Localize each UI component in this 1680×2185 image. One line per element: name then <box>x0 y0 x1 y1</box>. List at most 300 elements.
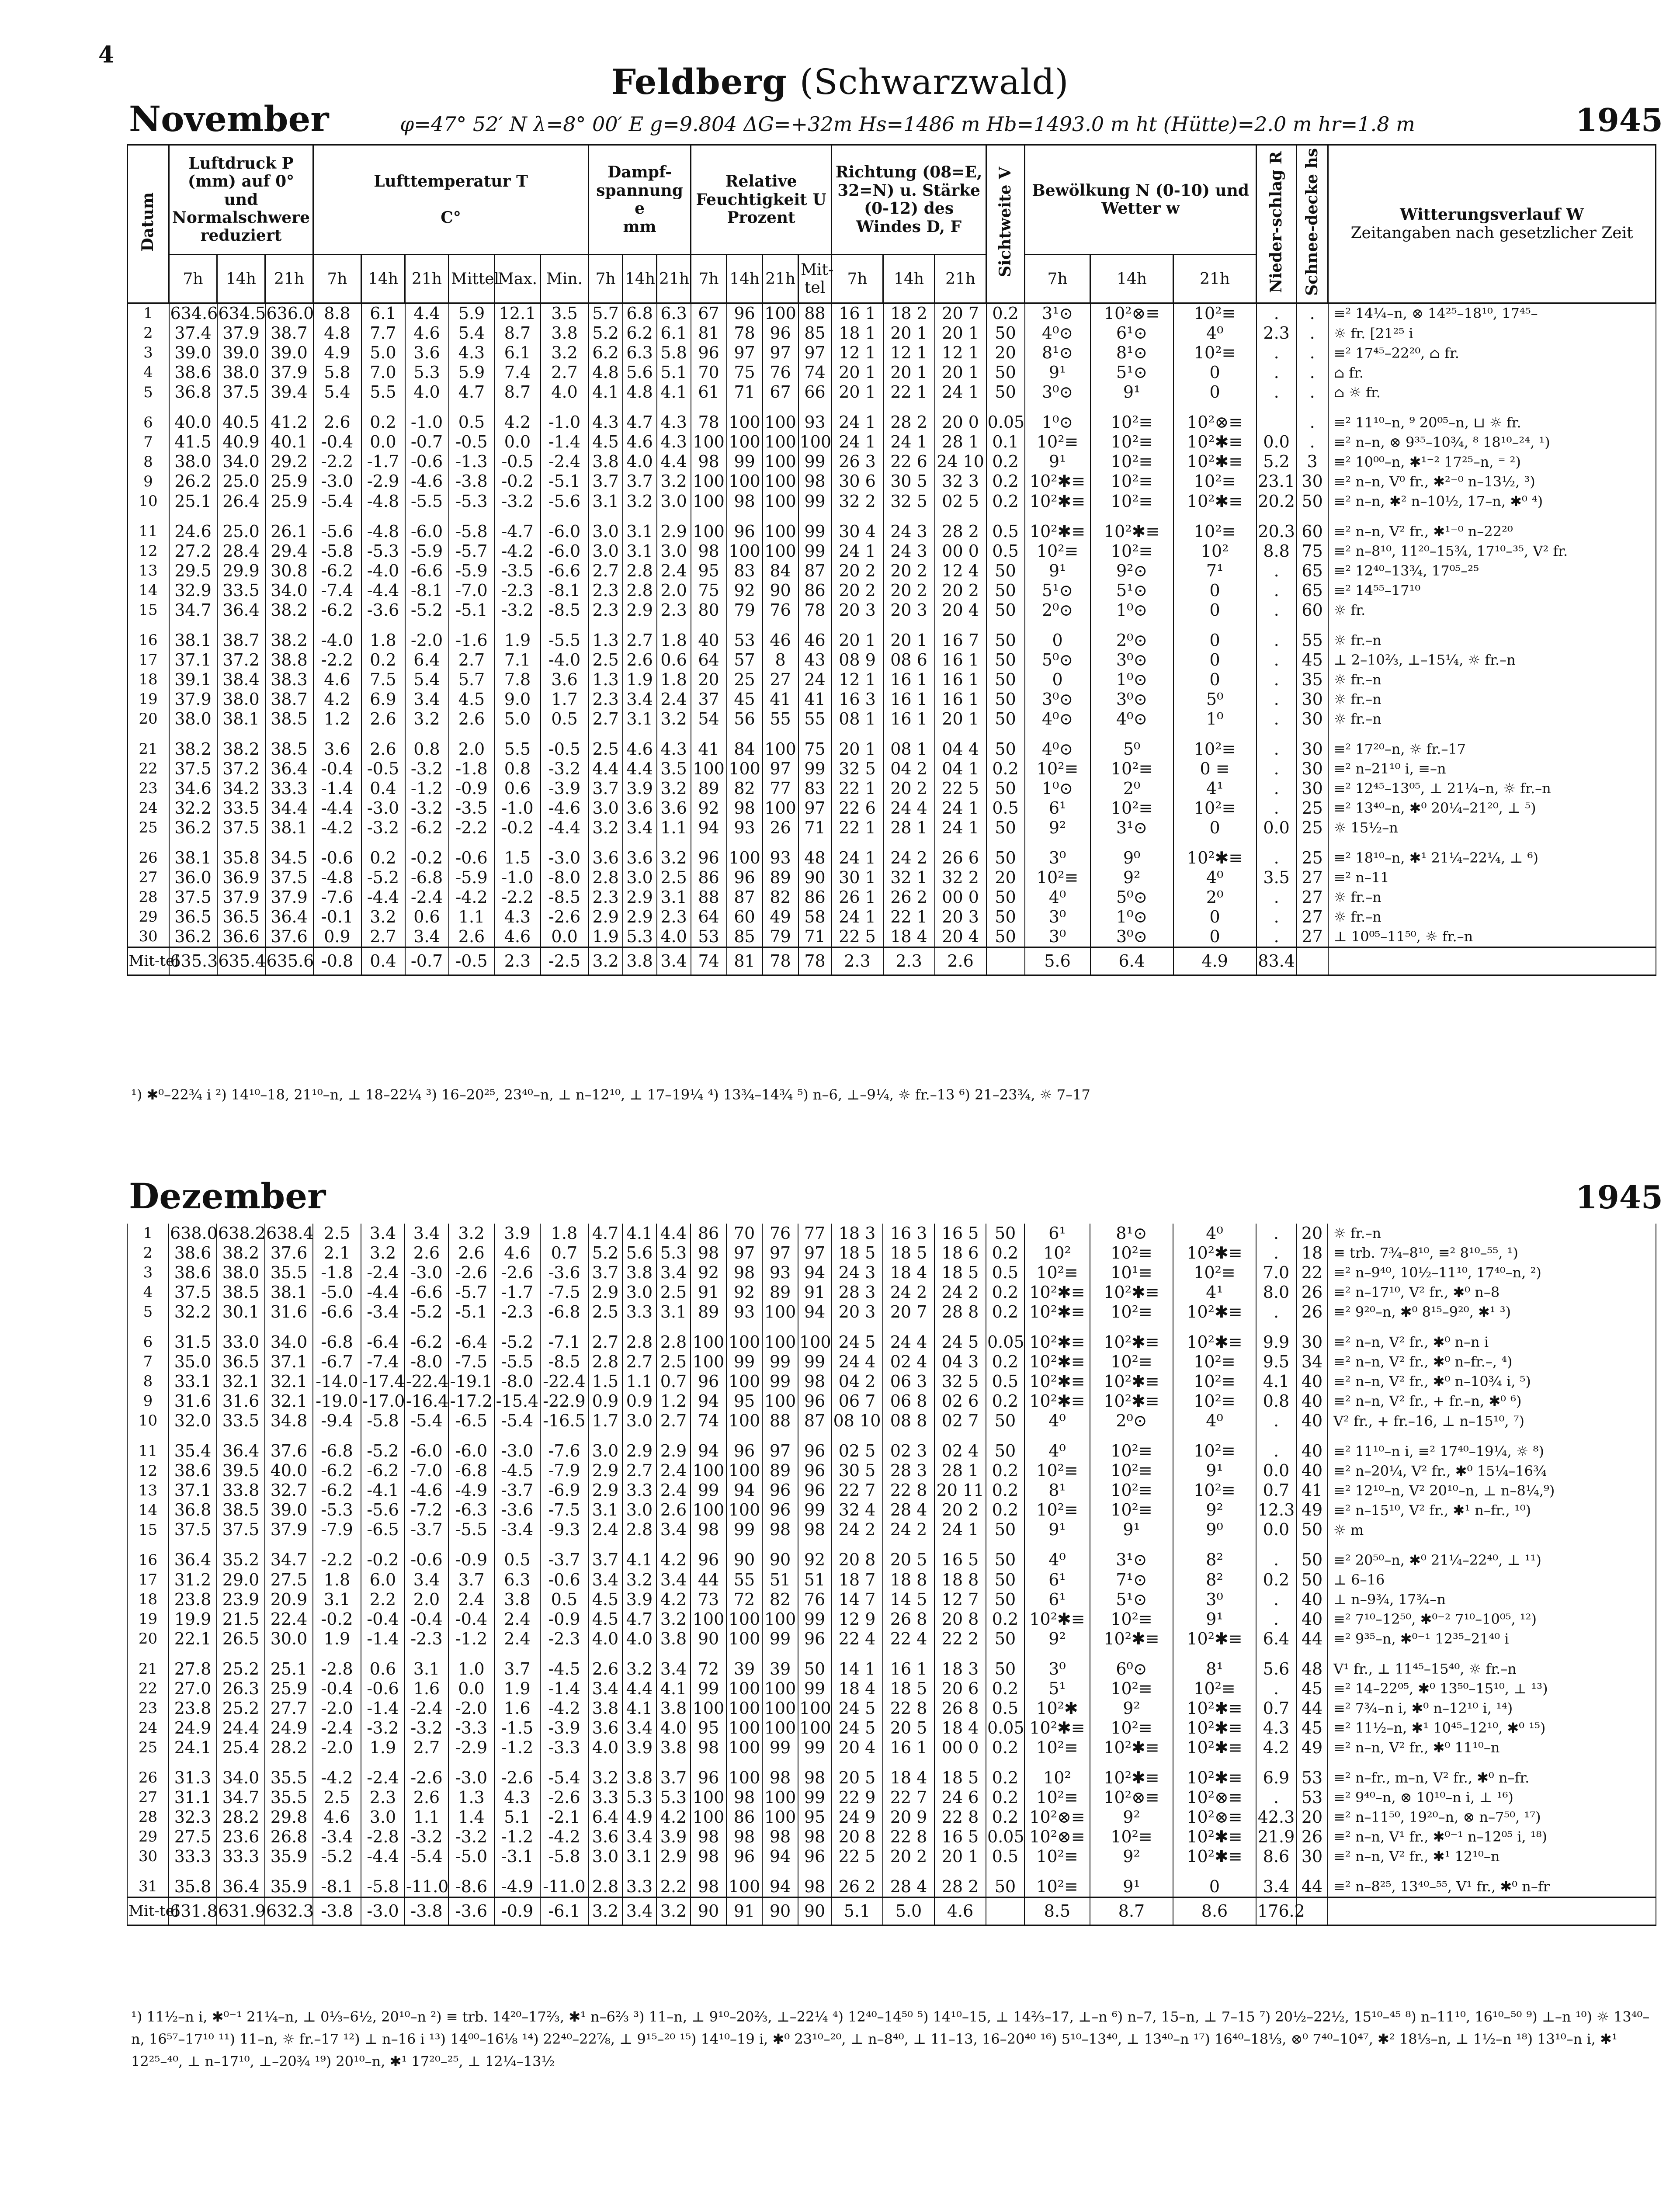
data-cell: 39.1 <box>169 670 217 690</box>
data-cell: . <box>1256 1411 1296 1431</box>
data-cell: 4.3 <box>657 402 691 432</box>
data-cell: 4.0 <box>623 452 657 472</box>
data-cell: 97 <box>763 759 798 779</box>
data-cell: 97 <box>726 1243 762 1263</box>
data-cell: 78 <box>727 323 763 343</box>
data-cell: 10²✱≡ <box>1024 1372 1090 1391</box>
data-cell: 94 <box>691 818 727 838</box>
data-cell: 5⁰ <box>1173 690 1257 709</box>
data-cell: 9¹ <box>1025 452 1090 472</box>
data-cell: 18 4 <box>883 927 935 947</box>
table-row <box>127 1391 1656 1411</box>
data-cell: 02 3 <box>883 1431 934 1461</box>
data-cell: 4.8 <box>623 382 657 402</box>
data-cell: 20 1 <box>832 382 883 402</box>
data-cell: -7.0 <box>449 581 495 600</box>
data-cell: 25 <box>1297 798 1328 818</box>
col-21h: 21h <box>657 255 691 303</box>
data-cell: . <box>1257 343 1297 363</box>
data-cell: -3.5 <box>449 798 495 818</box>
data-cell: 2.6 <box>449 927 495 947</box>
data-cell: 23.1 <box>1257 472 1297 491</box>
data-cell: 30 <box>1297 709 1328 729</box>
data-cell: 30.0 <box>265 1629 313 1649</box>
data-cell: 10²✱≡ <box>1024 1302 1090 1322</box>
mean-cell: 3.2 <box>656 1897 691 1925</box>
data-cell: 31.6 <box>217 1391 265 1411</box>
data-cell: -0.6 <box>405 1540 448 1570</box>
table-row <box>128 729 1656 759</box>
mean-cell <box>1328 1897 1656 1925</box>
data-cell: 4.2 <box>656 1807 691 1827</box>
data-cell: 37.5 <box>217 818 265 838</box>
data-cell: 1.1 <box>657 818 691 838</box>
data-cell: 31.6 <box>265 1302 313 1322</box>
data-cell: 2.9 <box>656 1431 691 1461</box>
data-cell: -2.4 <box>313 1718 361 1738</box>
weather-remarks-cell: ≡² n–8¹⁰, 11²⁰–15¾, 17¹⁰–³⁵, V² fr. <box>1328 541 1656 561</box>
data-cell: 38.3 <box>265 670 313 690</box>
mean-cell: 3.2 <box>588 1897 622 1925</box>
data-cell: 55 <box>726 1570 762 1590</box>
data-cell: 5.7 <box>449 670 495 690</box>
data-cell: 80 <box>691 600 727 620</box>
data-cell: 0.5 <box>541 709 589 729</box>
data-cell: 3.6 <box>588 1718 622 1738</box>
data-cell: 2.7 <box>622 1461 656 1481</box>
data-cell: 0.5 <box>540 1590 588 1609</box>
data-cell: . <box>1257 303 1297 324</box>
data-cell: -5.0 <box>313 1283 361 1302</box>
data-cell: 72 <box>691 1649 726 1679</box>
day-cell: 18 <box>127 1590 169 1609</box>
data-cell: 20 3 <box>883 600 935 620</box>
data-cell: 20.3 <box>1257 511 1297 541</box>
data-cell: 26 2 <box>883 888 935 907</box>
data-cell: 0.9 <box>622 1391 656 1411</box>
data-cell: 0.05 <box>986 1827 1024 1847</box>
data-cell: 32 5 <box>832 759 883 779</box>
data-cell: 2.5 <box>656 1283 691 1302</box>
data-cell: 1.8 <box>540 1224 588 1243</box>
table-row <box>127 1352 1656 1372</box>
data-cell: 2.9 <box>657 511 691 541</box>
data-cell: 60 <box>1297 600 1328 620</box>
data-cell: 04 3 <box>934 1352 986 1372</box>
data-cell: 16 1 <box>883 709 935 729</box>
data-cell: 10²✱≡ <box>1173 1322 1256 1352</box>
data-cell: 37.6 <box>265 1243 313 1263</box>
col-21h: 21h <box>265 255 313 303</box>
data-cell: 94 <box>691 1431 726 1461</box>
data-cell: 4.6 <box>494 1243 540 1263</box>
data-cell: 0.0 <box>1256 1461 1296 1481</box>
data-cell: 10²≡ <box>1090 1243 1173 1263</box>
data-cell: 70 <box>691 363 727 382</box>
data-cell: 20 2 <box>883 1847 934 1866</box>
data-cell: 100 <box>762 1679 798 1699</box>
data-cell: 0 <box>1173 670 1257 690</box>
data-cell: 40 <box>1296 1411 1328 1431</box>
table-row <box>127 1500 1656 1520</box>
data-cell: 24 5 <box>831 1699 883 1718</box>
data-cell: 4.3 <box>657 432 691 452</box>
data-cell: 1.9 <box>313 1629 361 1649</box>
data-cell: 100 <box>726 1500 762 1520</box>
data-cell: 2.8 <box>623 581 657 600</box>
data-cell: -7.2 <box>405 1500 448 1520</box>
data-cell: 10² <box>1173 541 1257 561</box>
data-cell: 9.9 <box>1256 1322 1296 1352</box>
data-cell: 3.4 <box>656 1649 691 1679</box>
data-cell: -8.0 <box>405 1352 448 1372</box>
data-cell: 2⁰⊙ <box>1025 600 1090 620</box>
weather-remarks-cell: ≡² n–n, V² fr., ✱⁰ 11¹⁰–n <box>1328 1738 1656 1758</box>
data-cell: 0.7 <box>1256 1481 1296 1500</box>
data-cell: 50 <box>798 1649 831 1679</box>
data-cell: -4.5 <box>540 1649 588 1679</box>
data-cell: -6.8 <box>313 1431 361 1461</box>
weather-remarks-cell: ≡² n–9⁴⁰, 10½–11¹⁰, 17⁴⁰–n, ²) <box>1328 1263 1656 1283</box>
table-row <box>127 1679 1656 1699</box>
data-cell: . <box>1257 927 1297 947</box>
col-7h: 7h <box>589 255 623 303</box>
weather-remarks-cell: ≡² 11¹⁰–n i, ≡² 17⁴⁰–19¼, ☼ ⁸) <box>1328 1431 1656 1461</box>
data-cell: 22 8 <box>883 1481 934 1500</box>
weather-remarks-cell: ≡² n–n, ✱² n–10½, 17–n, ✱⁰ ⁴) <box>1328 492 1656 511</box>
data-cell: 2.6 <box>588 1649 622 1679</box>
data-cell: 10²✱≡ <box>1090 1283 1173 1302</box>
data-cell: 20 4 <box>935 927 986 947</box>
weather-remarks-cell: ≡² n–n, ⊗ 9³⁵–10¾, ⁸ 18¹⁰–²⁴, ¹) <box>1328 432 1656 452</box>
weather-remarks-cell: ≡² 12¹⁰–n, V² 20¹⁰–n, ⊥ n–8¼,⁹) <box>1328 1481 1656 1500</box>
data-cell: 2.5 <box>588 1302 622 1322</box>
data-cell: 28 4 <box>883 1500 934 1520</box>
data-cell: 2.2 <box>361 1590 405 1609</box>
data-cell: 96 <box>762 1500 798 1520</box>
data-cell: 71 <box>798 927 832 947</box>
data-cell: 0.5 <box>986 1699 1024 1718</box>
day-cell: 31 <box>127 1866 169 1897</box>
table-row <box>127 1224 1656 1243</box>
data-cell: 34.7 <box>217 1788 265 1807</box>
data-cell: 31.3 <box>169 1758 217 1788</box>
data-cell: 98 <box>798 1827 831 1847</box>
data-cell: -5.0 <box>448 1847 494 1866</box>
data-cell: 3.0 <box>588 1847 622 1866</box>
data-cell: -0.2 <box>405 838 449 868</box>
data-cell: 36.2 <box>169 818 217 838</box>
data-cell: 0.6 <box>495 779 541 798</box>
data-cell: 41 <box>798 690 832 709</box>
data-cell: -7.5 <box>540 1283 588 1302</box>
data-cell: 4⁰ <box>1024 1431 1090 1461</box>
data-cell: 10²≡ <box>1090 1481 1173 1500</box>
data-cell: 64 <box>691 907 727 927</box>
data-cell: 0.2 <box>986 1807 1024 1827</box>
data-cell: 37.5 <box>265 868 313 888</box>
data-cell: . <box>1256 1788 1296 1807</box>
data-cell: 92 <box>726 1283 762 1302</box>
data-cell: 7¹⊙ <box>1090 1570 1173 1590</box>
table-row <box>127 1243 1656 1263</box>
data-cell: 40 <box>1296 1590 1328 1609</box>
data-cell: 100 <box>798 1699 831 1718</box>
data-cell: 24 3 <box>883 541 935 561</box>
data-cell: 22 1 <box>832 818 883 838</box>
data-cell: 3.4 <box>405 927 449 947</box>
data-cell: 1.3 <box>589 620 623 650</box>
data-cell: 67 <box>763 382 798 402</box>
data-cell: 4⁰⊙ <box>1025 729 1090 759</box>
data-cell: 20 4 <box>935 600 986 620</box>
data-cell: 24 5 <box>934 1322 986 1352</box>
data-cell: 27.8 <box>169 1649 217 1679</box>
data-cell: 2.6 <box>313 402 361 432</box>
data-cell: 2⁰ <box>1090 779 1173 798</box>
data-cell: 1.3 <box>448 1788 494 1807</box>
data-cell: 2.9 <box>623 907 657 927</box>
data-cell: 12 1 <box>832 343 883 363</box>
data-cell: 14 7 <box>831 1590 883 1609</box>
weather-remarks-cell: ≡² 17²⁰–n, ☼ fr.–17 <box>1328 729 1656 759</box>
data-cell: 100 <box>726 1629 762 1649</box>
data-cell: 0.6 <box>657 650 691 670</box>
data-cell: 3.5 <box>541 303 589 324</box>
data-cell: -0.2 <box>313 1609 361 1629</box>
data-cell: 55 <box>798 709 832 729</box>
data-cell: 100 <box>691 759 727 779</box>
data-cell: 10²✱≡ <box>1024 1391 1090 1411</box>
data-cell: 37.5 <box>169 759 217 779</box>
data-cell: 18 3 <box>831 1224 883 1243</box>
data-cell: 77 <box>798 1224 831 1243</box>
table-row <box>128 541 1656 561</box>
data-cell: -1.7 <box>494 1283 540 1302</box>
data-cell: 41 <box>691 729 727 759</box>
data-cell: -0.4 <box>313 759 361 779</box>
data-cell: 2.7 <box>405 1738 448 1758</box>
data-cell: -4.6 <box>405 1481 448 1500</box>
mean-cell: -2.5 <box>541 947 589 975</box>
data-cell: 3.0 <box>622 1283 656 1302</box>
data-cell: 5.5 <box>495 729 541 759</box>
data-cell: 46 <box>763 620 798 650</box>
data-cell: 26.5 <box>217 1629 265 1649</box>
data-cell: 34.7 <box>265 1540 313 1570</box>
data-cell: 2.4 <box>448 1590 494 1609</box>
data-cell: 79 <box>727 600 763 620</box>
data-cell: 20 <box>1296 1807 1328 1827</box>
data-cell: 04 1 <box>935 759 986 779</box>
table-row <box>127 1758 1656 1788</box>
data-cell: 24 5 <box>831 1322 883 1352</box>
table-row <box>128 670 1656 690</box>
data-cell: 38.7 <box>265 323 313 343</box>
data-cell: 2.9 <box>588 1283 622 1302</box>
data-cell: 96 <box>798 1391 831 1411</box>
data-cell: 34.6 <box>169 779 217 798</box>
data-cell: -5.7 <box>448 1283 494 1302</box>
data-cell: -6.6 <box>405 1283 448 1302</box>
data-cell: 50 <box>986 818 1025 838</box>
data-cell: 20 1 <box>883 620 935 650</box>
data-cell: 20 3 <box>935 907 986 927</box>
data-cell: 23.8 <box>169 1699 217 1718</box>
data-cell: 100 <box>762 1322 798 1352</box>
weather-label: Witterungsverlauf W <box>1400 205 1584 224</box>
data-cell: 33.5 <box>217 581 265 600</box>
data-cell: 78 <box>691 402 727 432</box>
data-cell: 4.1 <box>589 382 623 402</box>
data-cell: -7.6 <box>313 888 361 907</box>
mean-cell: -0.5 <box>449 947 495 975</box>
data-cell: . <box>1297 382 1328 402</box>
data-cell: 3⁰ <box>1025 927 1090 947</box>
day-cell: 12 <box>127 1461 169 1481</box>
data-cell: 9² <box>1090 1847 1173 1866</box>
data-cell: 22.4 <box>265 1609 313 1629</box>
data-cell: 35.9 <box>265 1866 313 1897</box>
data-cell: 3.7 <box>588 1540 622 1570</box>
data-cell: 6.1 <box>361 303 405 324</box>
data-cell: 8.8 <box>1257 541 1297 561</box>
data-cell: 41 <box>763 690 798 709</box>
data-cell: -0.6 <box>313 838 361 868</box>
col-14h: 14h <box>623 255 657 303</box>
data-cell: -19.1 <box>448 1372 494 1391</box>
data-cell: 27.2 <box>169 541 217 561</box>
day-cell: 7 <box>128 432 169 452</box>
data-cell: 20 6 <box>934 1679 986 1699</box>
day-cell: 25 <box>128 818 169 838</box>
data-cell: -5.3 <box>361 541 405 561</box>
data-cell: 28 2 <box>883 402 935 432</box>
data-cell: 3.1 <box>623 709 657 729</box>
data-cell: 6.3 <box>623 343 657 363</box>
data-cell: 28 4 <box>883 1866 934 1897</box>
data-cell: 1.9 <box>589 927 623 947</box>
data-cell: 99 <box>798 759 832 779</box>
data-cell: 44 <box>1296 1629 1328 1649</box>
data-cell: 0.8 <box>405 729 449 759</box>
data-cell: 9¹ <box>1173 1609 1256 1629</box>
data-cell: 5.2 <box>589 323 623 343</box>
table-row <box>128 402 1656 432</box>
table-row <box>128 907 1656 927</box>
data-cell: 100 <box>727 541 763 561</box>
data-cell: . <box>1257 709 1297 729</box>
data-cell: 3.7 <box>589 472 623 491</box>
station-region: (Schwarzwald) <box>799 62 1069 102</box>
mean-cell: 8.6 <box>1173 1897 1256 1925</box>
data-cell: 18 5 <box>934 1758 986 1788</box>
data-cell: 32 2 <box>935 868 986 888</box>
data-cell: -9.3 <box>540 1520 588 1540</box>
mean-row <box>128 947 1656 975</box>
data-cell: -4.2 <box>313 1758 361 1788</box>
data-cell: . <box>1257 382 1297 402</box>
data-cell: 37.5 <box>169 1520 217 1540</box>
data-cell: 38.2 <box>265 620 313 650</box>
data-cell: 7.1 <box>495 650 541 670</box>
data-cell: 18 5 <box>934 1263 986 1283</box>
data-cell: 10²≡ <box>1024 1461 1090 1481</box>
mean-cell: -3.0 <box>361 1897 405 1925</box>
data-cell: 44 <box>1296 1699 1328 1718</box>
data-cell: 4.1 <box>622 1540 656 1570</box>
data-cell: 3.4 <box>1256 1866 1296 1897</box>
data-cell: 22 5 <box>831 1847 883 1866</box>
data-cell: 16 1 <box>832 303 883 324</box>
data-cell: 40 <box>1296 1431 1328 1461</box>
data-cell: 33.5 <box>217 1411 265 1431</box>
data-cell: -5.2 <box>361 1431 405 1461</box>
data-cell: 0.5 <box>986 1847 1024 1866</box>
data-cell: 0.2 <box>986 1738 1024 1758</box>
data-cell: 0.2 <box>986 1788 1024 1807</box>
data-cell: 26 8 <box>883 1609 934 1629</box>
data-cell: 10²✱≡ <box>1173 1243 1256 1263</box>
data-cell: 20 4 <box>831 1738 883 1758</box>
data-cell: -17.0 <box>361 1391 405 1411</box>
weather-remarks-cell: ≡² 10⁰⁰–n, ✱¹⁻² 17²⁵–n, ⁼ ²) <box>1328 452 1656 472</box>
data-cell: 08 9 <box>832 650 883 670</box>
data-cell: 33.3 <box>265 779 313 798</box>
data-cell: -5.4 <box>313 492 361 511</box>
weather-remarks-cell: ≡² 12⁴⁰–13¾, 17⁰⁵–²⁵ <box>1328 561 1656 581</box>
weather-remarks-cell: ⊥ 2–10⅔, ⊥–15¼, ☼ fr.–n <box>1328 650 1656 670</box>
data-cell: 04 4 <box>935 729 986 759</box>
data-cell: 100 <box>727 759 763 779</box>
data-cell: 0.2 <box>986 1352 1024 1372</box>
data-cell: 2.0 <box>449 729 495 759</box>
table-row <box>128 561 1656 581</box>
data-cell: 18 3 <box>934 1649 986 1679</box>
data-cell: 96 <box>691 838 727 868</box>
data-cell: 25.0 <box>217 511 265 541</box>
data-cell: -2.2 <box>313 452 361 472</box>
data-cell: -2.6 <box>494 1263 540 1283</box>
data-cell: 74 <box>798 363 832 382</box>
data-cell: 39.0 <box>217 343 265 363</box>
data-cell: 39.0 <box>265 343 313 363</box>
data-cell: 18 7 <box>831 1570 883 1590</box>
data-cell: 40 <box>691 620 727 650</box>
data-cell: 24 2 <box>934 1283 986 1302</box>
data-cell: -2.6 <box>448 1263 494 1283</box>
data-cell: 36.4 <box>169 1540 217 1570</box>
data-cell: 2.3 <box>589 600 623 620</box>
data-cell: 22 7 <box>831 1481 883 1500</box>
data-cell: . <box>1257 650 1297 670</box>
data-cell: 98 <box>798 1758 831 1788</box>
data-cell: 96 <box>691 1372 726 1391</box>
data-cell: 32.2 <box>169 1302 217 1322</box>
data-cell: 32 3 <box>935 472 986 491</box>
data-cell: 30 <box>1297 690 1328 709</box>
data-cell: 5.3 <box>623 927 657 947</box>
data-cell: 30 4 <box>832 511 883 541</box>
data-cell: -3.0 <box>541 838 589 868</box>
data-cell: 32 5 <box>883 492 935 511</box>
data-cell: -3.7 <box>540 1540 588 1570</box>
data-cell: 99 <box>762 1372 798 1391</box>
data-cell: 98 <box>798 1866 831 1897</box>
data-cell: 5.4 <box>313 382 361 402</box>
data-cell: -16.5 <box>540 1411 588 1431</box>
data-cell: 37.5 <box>169 888 217 907</box>
